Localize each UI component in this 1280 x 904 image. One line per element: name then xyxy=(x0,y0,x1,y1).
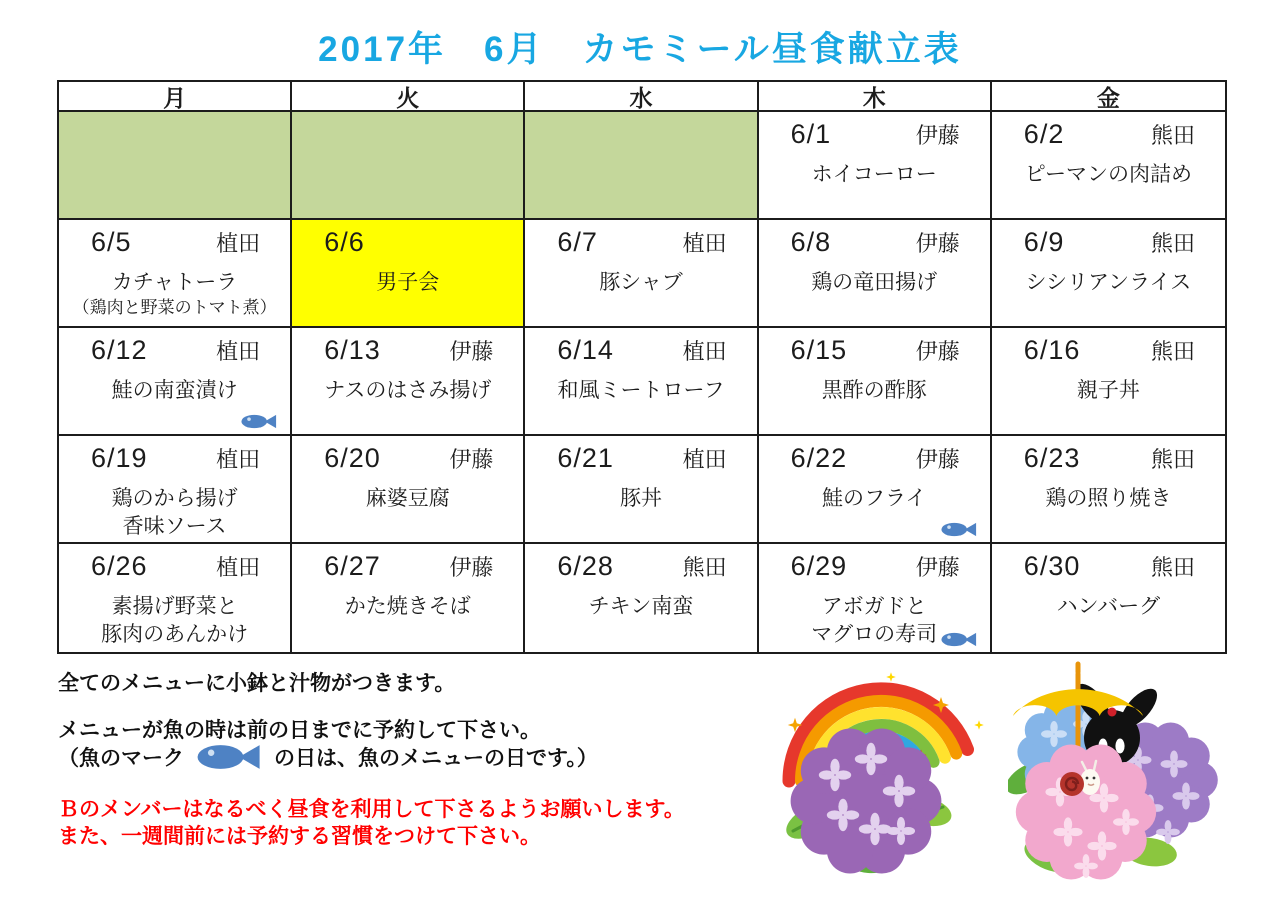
cell-staff: 熊田 xyxy=(1150,555,1195,580)
cell-menu-line: かた焼きそば xyxy=(344,595,471,618)
cell-date: 6/28 xyxy=(557,551,614,581)
day-header: 水 xyxy=(525,82,758,112)
fish-icon xyxy=(240,412,278,431)
note-fish-mark-suffix: の日は、魚のメニューの日です。） xyxy=(274,747,598,770)
cell-date: 6/12 xyxy=(91,335,148,365)
cell-menu xyxy=(525,593,756,621)
cell-menu-line: 豚肉のあんかけ xyxy=(101,623,249,647)
cell-menu xyxy=(525,377,756,405)
cell-date: 6/2 xyxy=(1023,119,1065,149)
calendar-cell xyxy=(525,544,758,652)
cell-staff: 植田 xyxy=(216,339,261,364)
cell-menu xyxy=(759,377,990,405)
cell-menu-line: カチャトーラ xyxy=(111,271,238,294)
cell-staff: 伊藤 xyxy=(915,123,960,148)
cell-date: 6/5 xyxy=(91,227,132,257)
calendar-grid xyxy=(57,80,1227,654)
cell-date: 6/7 xyxy=(557,227,598,257)
cell-staff: 熊田 xyxy=(1150,339,1195,364)
calendar-cell xyxy=(525,328,758,436)
cell-menu xyxy=(759,161,990,189)
calendar-cell xyxy=(992,220,1225,328)
cell-staff: 植田 xyxy=(216,447,261,472)
cell-date: 6/1 xyxy=(790,119,832,149)
cell-date: 6/30 xyxy=(1023,551,1081,581)
cell-staff: 伊藤 xyxy=(449,339,494,364)
calendar-cell xyxy=(525,112,758,220)
cell-date: 6/21 xyxy=(557,443,614,473)
cell-date: 6/16 xyxy=(1023,335,1081,365)
calendar-cell xyxy=(759,544,992,652)
cell-date: 6/19 xyxy=(91,443,148,473)
cell-menu-line: ハンバーグ xyxy=(1056,595,1161,618)
fish-icon xyxy=(940,520,978,539)
cell-staff: 熊田 xyxy=(1150,447,1195,472)
calendar-cell xyxy=(992,112,1225,220)
note-fish-mark-line xyxy=(58,740,598,774)
cell-menu-line: ナスのはさみ揚げ xyxy=(324,379,492,402)
cell-date: 6/8 xyxy=(790,227,832,257)
calendar-cell xyxy=(292,436,525,544)
cell-date: 6/27 xyxy=(324,551,381,581)
page-title: 2017年 6月 カモミール昼食献立表 xyxy=(318,30,962,69)
calendar-cell xyxy=(759,328,992,436)
umbrella-hydrangea-snail-illustration xyxy=(1008,660,1220,890)
calendar-cell xyxy=(292,328,525,436)
cell-menu xyxy=(992,269,1225,297)
cell-menu-line: 黒酢の酢豚 xyxy=(821,379,927,402)
cell-date: 6/23 xyxy=(1023,443,1081,473)
day-header: 火 xyxy=(292,82,525,112)
calendar-cell xyxy=(59,328,292,436)
calendar-cell xyxy=(992,544,1225,652)
cell-menu xyxy=(59,485,290,542)
cell-staff: 伊藤 xyxy=(915,339,960,364)
cell-menu xyxy=(59,377,290,405)
calendar-cell xyxy=(759,112,992,220)
day-header: 月 xyxy=(59,82,292,112)
cell-menu-line: アボガドと xyxy=(821,595,927,618)
cell-staff: 熊田 xyxy=(1150,231,1195,256)
calendar-cell xyxy=(759,220,992,328)
cell-date: 6/26 xyxy=(91,551,148,581)
cell-menu-line: 和風ミートローフ xyxy=(557,379,725,402)
cell-menu-line: ホイコーロー xyxy=(811,163,937,186)
cell-menu-line: 素揚げ野菜と xyxy=(111,595,238,618)
calendar-cell xyxy=(59,544,292,652)
cell-menu xyxy=(759,269,990,297)
cell-menu xyxy=(292,485,523,513)
cell-menu-line: （鶏肉と野菜のトマト煮） xyxy=(72,298,277,318)
cell-menu xyxy=(759,485,990,513)
cell-menu xyxy=(525,269,756,297)
calendar-cell xyxy=(59,112,292,220)
cell-menu-line: 鮭の南蛮漬け xyxy=(111,379,238,402)
cell-date: 6/13 xyxy=(324,335,381,365)
cell-date: 6/20 xyxy=(324,443,381,473)
fish-icon xyxy=(192,740,266,774)
cell-staff: 伊藤 xyxy=(915,555,960,580)
cell-date: 6/22 xyxy=(790,443,848,473)
cell-date: 6/9 xyxy=(1023,227,1065,257)
note-fish-mark-prefix: （魚のマーク xyxy=(58,747,184,770)
cell-date: 6/14 xyxy=(557,335,614,365)
note-fish-reserve: メニューが魚の時は前の日までに予約して下さい。 xyxy=(58,719,541,742)
calendar-cell xyxy=(292,220,525,328)
cell-date: 6/6 xyxy=(324,227,365,257)
cell-menu xyxy=(992,593,1225,621)
cell-menu-line: 男子会 xyxy=(376,271,440,294)
cell-menu xyxy=(292,377,523,405)
cell-menu xyxy=(992,161,1225,189)
cell-date: 6/29 xyxy=(790,551,848,581)
cell-menu xyxy=(59,593,290,650)
cell-menu xyxy=(525,485,756,513)
cell-staff: 植田 xyxy=(682,231,727,256)
cell-staff: 熊田 xyxy=(1150,123,1195,148)
calendar-cell xyxy=(59,220,292,328)
cell-menu-line: 香味ソース xyxy=(122,515,227,539)
note-side-dish: 全てのメニューに小鉢と汁物がつきます。 xyxy=(58,672,456,695)
calendar-cell xyxy=(525,220,758,328)
cell-staff: 熊田 xyxy=(682,555,727,580)
cell-menu-line: 鶏の竜田揚げ xyxy=(811,271,938,294)
note-red-habit: また、一週間前には予約する習慣をつけて下さい。 xyxy=(58,825,541,848)
cell-staff: 伊藤 xyxy=(449,447,494,472)
cell-staff: 植田 xyxy=(216,555,261,580)
cell-staff: 伊藤 xyxy=(915,231,960,256)
calendar-cell xyxy=(59,436,292,544)
cell-menu xyxy=(992,485,1225,513)
day-header: 金 xyxy=(992,82,1225,112)
day-header: 木 xyxy=(759,82,992,112)
cell-menu-line: 豚シャブ xyxy=(599,271,683,294)
cell-staff: 植田 xyxy=(682,447,727,472)
cell-menu xyxy=(59,269,290,320)
cell-staff: 植田 xyxy=(682,339,727,364)
note-red-request: Ｂのメンバーはなるべく昼食を利用して下さるようお願いします。 xyxy=(58,798,685,821)
cell-menu xyxy=(292,593,523,621)
cell-menu-line: チキン南蛮 xyxy=(588,595,694,618)
cell-menu-line: ピーマンの肉詰め xyxy=(1024,163,1192,186)
fish-icon xyxy=(940,630,978,649)
cell-date: 6/15 xyxy=(790,335,848,365)
calendar-cell xyxy=(992,328,1225,436)
cell-menu-line: シシリアンライス xyxy=(1025,271,1192,294)
cell-menu xyxy=(292,269,523,297)
calendar-cell xyxy=(525,436,758,544)
cell-menu-line: 豚丼 xyxy=(619,487,662,510)
cell-menu xyxy=(992,377,1225,405)
calendar-cell xyxy=(292,112,525,220)
calendar-cell xyxy=(992,436,1225,544)
cell-staff: 伊藤 xyxy=(915,447,960,472)
cell-menu-line: 鶏のから揚げ xyxy=(111,487,238,510)
cell-menu-line: 鮭のフライ xyxy=(822,487,927,510)
cell-menu-line: 親子丼 xyxy=(1076,379,1140,402)
cell-menu-line: 鶏の照り焼き xyxy=(1045,487,1172,510)
calendar-cell xyxy=(759,436,992,544)
calendar-cell xyxy=(292,544,525,652)
rainbow-hydrangea-illustration xyxy=(773,663,1005,881)
cell-menu-line: マグロの寿司 xyxy=(811,623,938,647)
cell-staff: 伊藤 xyxy=(449,555,494,580)
cell-staff: 植田 xyxy=(216,231,261,256)
cell-menu-line: 麻婆豆腐 xyxy=(365,487,450,510)
